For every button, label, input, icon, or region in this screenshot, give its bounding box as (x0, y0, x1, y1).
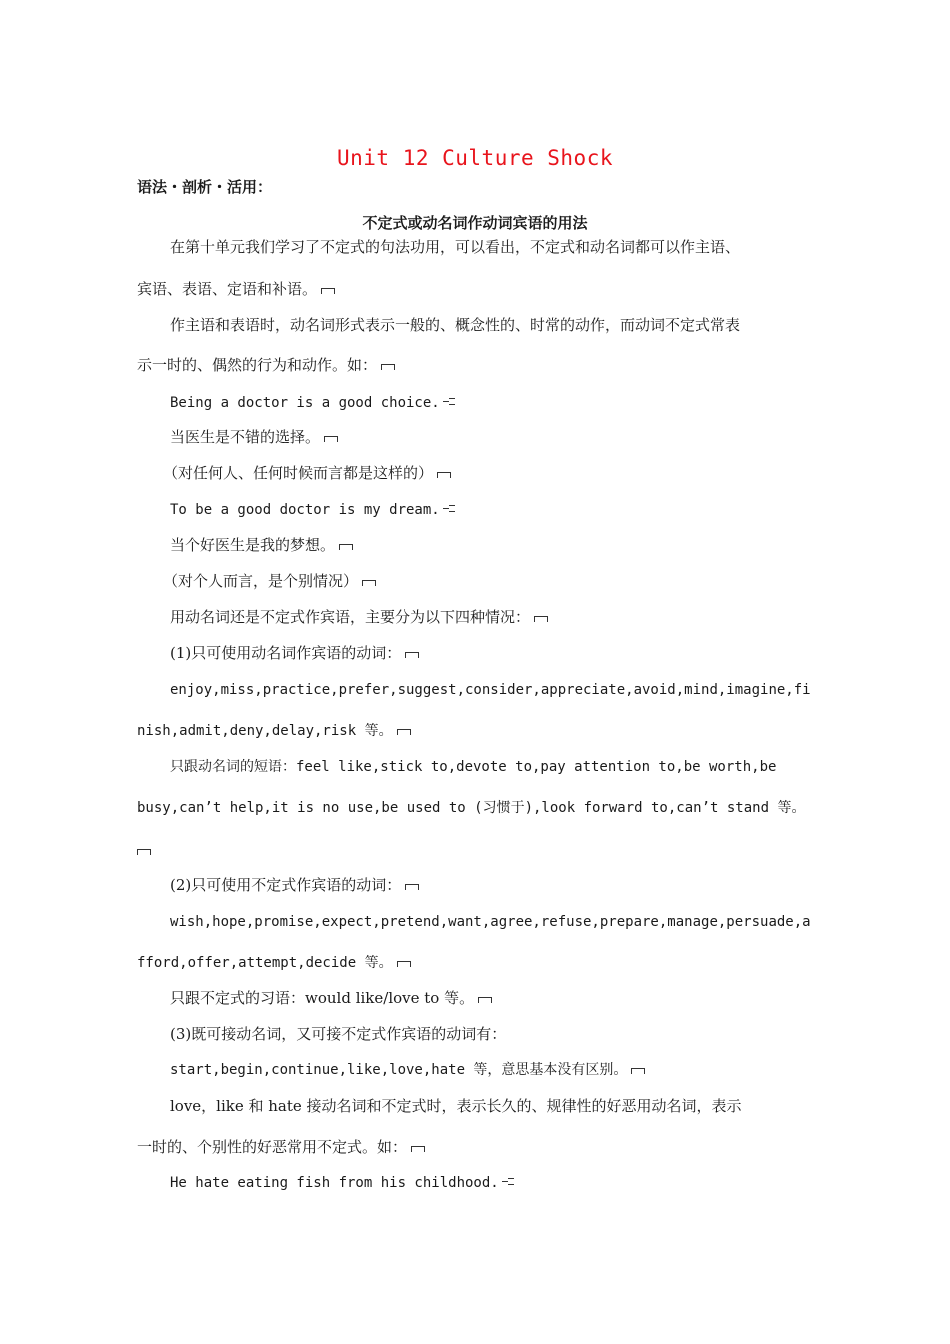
verb-list-line: nish,admit,deny,delay,risk 等。 (137, 721, 411, 741)
example-sentence: To be a good doctor is my dream. (170, 500, 455, 520)
paragraph-mark-icon (437, 470, 451, 480)
paragraph-line: 用动名词还是不定式作宾语，主要分为以下四种情况： (170, 607, 548, 627)
phrase-list-line: 只跟不定式的习语：would like/love to 等。 (170, 988, 492, 1008)
paragraph-mark-icon (405, 650, 419, 660)
section-label: 语法・剖析・活用： (137, 178, 273, 196)
grammar-subtitle: 不定式或动名词作动词宾语的用法 (362, 214, 588, 232)
empty-paragraph (137, 840, 151, 860)
example-translation: 当医生是不错的选择。 (170, 427, 338, 447)
paragraph-line: 宾语、表语、定语和补语。 (137, 279, 335, 299)
paragraph-mark-icon (362, 578, 376, 588)
paragraph-mark-icon (631, 1066, 645, 1076)
paragraph-mark-icon (397, 959, 411, 969)
paragraph-mark-icon (534, 614, 548, 624)
paragraph-line: love，like 和 hate 接动名词和不定式时，表示长久的、规律性的好恶用动名词，表示 (170, 1097, 742, 1115)
paragraph-mark-icon (137, 847, 151, 857)
case-heading: (2)只可使用不定式作宾语的动词： (170, 875, 419, 895)
paragraph-mark-icon (411, 1144, 425, 1154)
example-note: （对个人而言，是个别情况） (163, 571, 376, 591)
verb-list-line: enjoy,miss,practice,prefer,suggest,consider,appreciate,avoid,mind,imagine,fi (170, 682, 811, 698)
example-sentence: Being a doctor is a good choice. (170, 393, 455, 413)
example-note: （对任何人、任何时候而言都是这样的） (163, 463, 451, 483)
paragraph-mark-icon (478, 995, 492, 1005)
phrase-list-line: busy,can’t help,it is no use,be used to (习惯于),look forward to,can’t stand 等。 (137, 800, 806, 816)
verb-list-line: wish,hope,promise,expect,pretend,want,agree,refuse,prepare,manage,persuade,a (170, 914, 811, 930)
paragraph-mark-icon (405, 882, 419, 892)
unit-title: Unit 12 Culture Shock (336, 146, 613, 170)
paragraph-line: 示一时的、偶然的行为和动作。如： (137, 355, 395, 375)
paragraph-line: 在第十单元我们学习了不定式的句法功用，可以看出，不定式和动名词都可以作主语、 (170, 238, 741, 256)
line-end-mark-icon (502, 1177, 514, 1187)
line-end-mark-icon (443, 504, 455, 514)
example-translation: 当个好医生是我的梦想。 (170, 535, 353, 555)
paragraph-line: 作主语和表语时，动名词形式表示一般的、概念性的、时常的动作，而动词不定式常表 (170, 316, 741, 334)
case-heading: (3)既可接动名词，又可接不定式作宾语的动词有： (170, 1025, 507, 1043)
paragraph-line: 一时的、个别性的好恶常用不定式。如： (137, 1137, 425, 1157)
verb-list-line: fford,offer,attempt,decide 等。 (137, 953, 411, 973)
paragraph-mark-icon (397, 727, 411, 737)
case-heading: (1)只可使用动名词作宾语的动词： (170, 643, 419, 663)
example-sentence: He hate eating fish from his childhood. (170, 1173, 514, 1193)
phrase-list-line: 只跟动名词的短语：feel like,stick to,devote to,pay attention to,be worth,be (170, 759, 777, 775)
verb-list-line: start,begin,continue,like,love,hate 等，意思基本没有区别。 (170, 1060, 645, 1080)
paragraph-mark-icon (321, 286, 335, 296)
line-end-mark-icon (443, 397, 455, 407)
paragraph-mark-icon (339, 542, 353, 552)
paragraph-mark-icon (381, 362, 395, 372)
paragraph-mark-icon (324, 434, 338, 444)
